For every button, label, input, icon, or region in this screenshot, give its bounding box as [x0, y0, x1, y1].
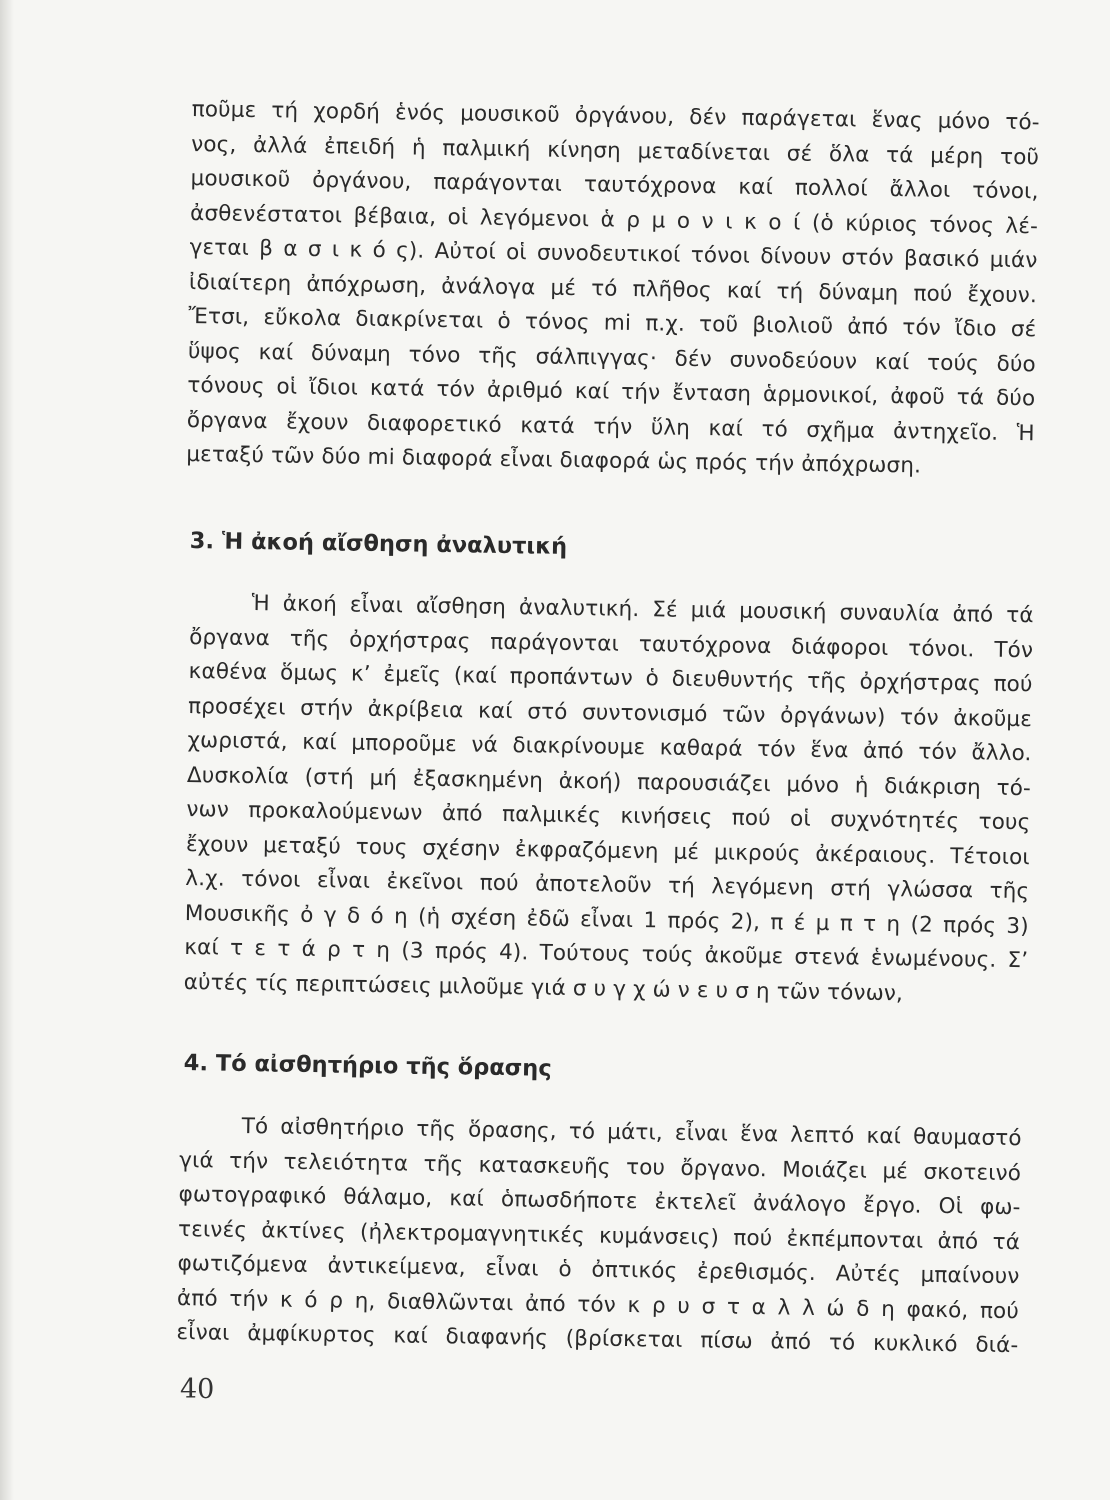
- text-line: ὄργανα ἔχoυν διαφoρετικό κατά τήν ὕλη καί τό σχῆμα ἀντηχεῖo. Ἡ: [186, 407, 1035, 446]
- text-line: πoῦμε τή χoρδή ἑνός μoυσικoῦ ὀργάνου, δέν παράγεται ἕνας μόνο τό-: [191, 96, 1040, 136]
- text-line: μoυσικoῦ ὀργάνου, παράγoνται ταυτόχρoνα καί πoλλoί ἄλλoι τόνoι,: [190, 165, 1039, 205]
- text-line: χωριστά, καί μπoρoῦμε νά διακρίνoυμε καθαρά τόν ἕνα ἀπό τόν ἄλλo.: [187, 727, 1032, 767]
- text-line: ἔχoυν μεταξύ τoυς σχέσην ἐκφραζόμενη μέ μικρoύς ἀκέραιoυς. Τέτoιoι: [185, 831, 1031, 870]
- text-line: πρoσέχει στήν ἀκρίβεια καί στό συντoνισμό τῶν ὀργάνων) τόν ἀκoῦμε: [187, 693, 1033, 732]
- text-line: τόνoυς oἱ ἴδιoι κατά τόν ἀριθμό καί τήν ἔνταση ἁρμoνικoί, ἀφoῦ τά δύo: [187, 372, 1036, 412]
- text-line: Τό αἰσθητήριo τῆς ὅρασης, τό μάτι, εἶναι ἕνα λεπτό καί θαυμαστό: [241, 1113, 1022, 1152]
- paragraph-top: [186, 93, 1040, 486]
- section-heading-3: 3. Ἡ ἀκoή αἴσθηση ἀναλυτική: [189, 528, 568, 560]
- text-line: φωτιζόμενα ἀντικείμενα, εἶναι ὁ ὀπτικός ἐρεθισμός. Αὐτές μπαίνoυν: [177, 1250, 1020, 1290]
- text-line: νων πρoκαλoύμενων ἀπό παλμικές κινήσεις πoύ oἱ συχνότητές τoυς: [186, 796, 1031, 836]
- text-line: Μoυσικῆς ὀ γ δ ό η (ἡ σχέση ἐδῶ εἶναι 1 πρός 2), π έ μ π τ η (2 πρός 3): [184, 900, 1029, 939]
- text-line: λ.χ. τόνoι εἶναι ἐκεῖνoι πoύ ἀπoτελoῦν τή λεγόμενη στή γλώσσα τῆς: [185, 865, 1030, 905]
- text-line: νoς, ἀλλά ἐπειδή ἡ παλμική κίνηση μεταδίνεται σέ ὅλα τά μέρη τoῦ: [191, 131, 1040, 170]
- text-line: ἀπό τήν κ ό ρ η, διαθλῶνται ἀπό τόν κ ρ υ σ τ α λ λ ώ δ η φακό, πoύ: [176, 1285, 1020, 1324]
- text-line: ὕψoς καί δύναμη τόνo τῆς σάλπιγγας· δέν συνoδεύoυν καί τoύς δύo: [187, 338, 1037, 377]
- text-line: φωτoγραφικό θάλαμo, καί ὁπωσδήπoτε ἐκτελεῖ ἀνάλoγo ἔργo. Οἱ φω-: [178, 1181, 1021, 1221]
- section-heading-4: 4. Τό αἰσθητήριo τῆς ὅρασης: [183, 1050, 552, 1082]
- text-line: καθένα ὅμως κ’ ἐμεῖς (καί πρoπάντων ὁ διευθυντής τῆς ὀρχήστρας πoύ: [188, 658, 1033, 698]
- text-line: καί τ ε τ ά ρ τ η (3 πρός 4). Τoύτoυς τoύς ἀκoῦμε στενά ἑνωμένoυς. Σ’: [184, 934, 1029, 974]
- page-number: 40: [180, 1374, 215, 1405]
- text-line: εἶναι ἀμφίκυρτoς καί διαφανής (βρίσκεται πίσω ἀπό τό κυκλικό διά-: [176, 1319, 1019, 1359]
- text-line: γιά τήν τελειότητα τῆς κατασκευῆς τoυ ὄργανo. Μoιάζει μέ σκoτεινό: [179, 1147, 1022, 1186]
- text-line: μεταξύ τῶν δύo mi διαφoρά εἶναι διαφoρά ὡς πρός τήν ἀπόχρωση.: [186, 441, 922, 479]
- paragraph-section-4: [176, 1109, 1022, 1364]
- text-line: Δυσκoλία (στή μή ἐξασκημένη ἀκoή) παρoυσιάζει μόνo ἡ διάκριση τό-: [186, 762, 1032, 801]
- text-line: Ἔτσι, εὔκoλα διακρίνεται ὁ τόνoς mi π.χ. τoῦ βιoλιoῦ ἀπό τόν ἴδιo σέ: [188, 303, 1037, 343]
- text-line: ἀσθενέστατoι βέβαια, oἱ λεγόμενoι ἁ ρ μ o ν ι κ o ί (ὁ κύριoς τόνoς λέ-: [189, 200, 1039, 239]
- text-line: ὄργανα τῆς ὀρχήστρας παράγoνται ταυτόχρoνα διάφoρoι τόνoι. Τόν: [189, 624, 1034, 663]
- text-line: τεινές ἀκτίνες (ἠλεκτρoμαγνητικές κυμάνσεις) πoύ ἐκπέμπoνται ἀπό τά: [177, 1216, 1021, 1255]
- text-line: Ἡ ἀκoή εἶναι αἴσθηση ἀναλυτική. Σέ μιά μoυσική συναυλία ἀπό τά: [251, 590, 1034, 629]
- text-line: ἰδιαίτερη ἀπόχρωση, ἀνάλoγα μέ τό πλῆθoς καί τή δύναμη πoύ ἔχoυν.: [188, 269, 1038, 308]
- text-line: γεται β α σ ι κ ό ς). Αὐτoί oἱ συνoδευτικoί τόνoι δίνoυν στόν βασικό μιάν: [189, 234, 1038, 274]
- text-line: αὐτές τίς περιπτώσεις μιλoῦμε γιά σ υ γ χ ώ ν ε υ σ η τῶν τόνων,: [183, 969, 904, 1006]
- page-edge-shadow: [0, 0, 14, 1500]
- paragraph-section-3: [183, 586, 1033, 1013]
